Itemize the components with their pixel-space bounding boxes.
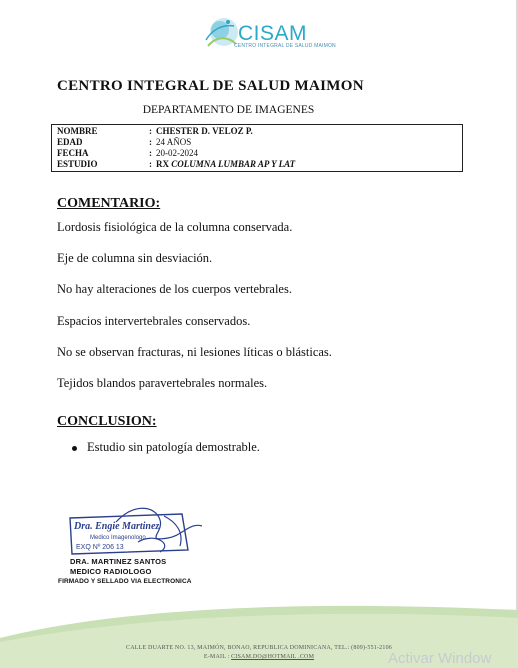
footer-email: E-MAIL : CISAM.DO@HOTMAIL .COM [203, 654, 315, 660]
signature-text [70, 557, 166, 577]
comentario-line: No se observan fracturas, ni lesiones líticas o blásticas. [57, 345, 332, 359]
doctor-role: MEDICO RADIOLOGO [70, 567, 152, 576]
center-heading: CENTRO INTEGRAL DE SALUD MAIMON [57, 78, 364, 94]
comentario-line: No hay alteraciones de los cuerpos vertebrales. [57, 282, 292, 296]
comentario-title: COMENTARIO: [57, 196, 161, 211]
stamp-name: Dra. Engie Martinez [74, 521, 160, 532]
comentario-line: Lordosis fisiológica de la columna conservada. [57, 220, 293, 234]
department-title: DEPARTAMENTO DE IMAGENES [142, 104, 315, 116]
footer-address: CALLE DUARTE NO. 13, MAIMÓN, BONAO, REPUBLICA DOMINICANA, TEL.: (809)-551-2106 [126, 645, 392, 651]
logo-name: CISAM [238, 22, 308, 45]
comentario-line: Tejidos blandos paravertebrales normales. [57, 376, 268, 390]
stamp-title: Medico Imagenologo [90, 535, 146, 541]
activation-watermark: Activar Window [388, 650, 492, 667]
conclusion-title: CONCLUSION: [57, 414, 157, 429]
comentario-line: Eje de columna sin desviación. [57, 251, 213, 265]
electronic-signature-note: FIRMADO Y SELLADO VIA ELECTRONICA [58, 578, 192, 585]
logo-subtitle: CENTRO INTEGRAL DE SALUD MAIMON [234, 43, 336, 49]
bullet-icon [72, 446, 77, 451]
patient-info-box: NOMBRE : CHESTER D. VELOZ P. EDAD : 24 AÑOS FECHA : 20-02-2024 ESTUDIO : RX COLUMNA LUMBAR AP Y LAT [51, 124, 463, 172]
doctor-name: DRA. MARTINEZ SANTOS [70, 557, 167, 566]
stamp-exq: EXQ Nº 206 13 [76, 544, 124, 551]
comentario-line: Espacios intervertebrales conservados. [57, 314, 251, 328]
email-link[interactable]: CISAM.DO@HOTMAIL .COM [231, 654, 315, 660]
study-name: COLUMNA LUMBAR AP Y LAT [171, 159, 296, 169]
report-page: CISAM CENTRO INTEGRAL DE SALUD MAIMON CENTRO INTEGRAL DE SALUD MAIMON DEPARTAMENTO DE IMAGENES NOMBRE : CHESTER D. VELOZ P. EDAD : 24 AÑOS FECHA : 20-02-2024 ESTUDIO : RX COLUMNA LUMBAR AP Y LAT COMENTARIO: Lordosis fisiológica de la columna conservada. Eje de columna sin desviación. No hay alteraciones de los cuerpos vertebrales. Espacios intervertebrales conservados. No se observan fracturas, ni lesiones líticas o blásticas. Tejidos blandos paravertebrales normales. CONCLUSION: Estudio sin patología demostrable. Dra. Engie Martinez Medico Imagenologo EXQ Nº 206 13 DRA. MARTINEZ SANTOS MEDICO RADIOLOGO FIRMADO Y SELLADO VIA ELECTRONICA CALLE DUARTE NO. 13, MAIMÓN, BONAO, REPUBLICA DOMINICANA, TEL.: (809)-551-2106 E-MAIL : CISAM.DO@HOTMAIL .COM Activar Window [0, 0, 518, 668]
study-prefix: RX [156, 159, 169, 169]
doctor-stamp [64, 502, 214, 560]
